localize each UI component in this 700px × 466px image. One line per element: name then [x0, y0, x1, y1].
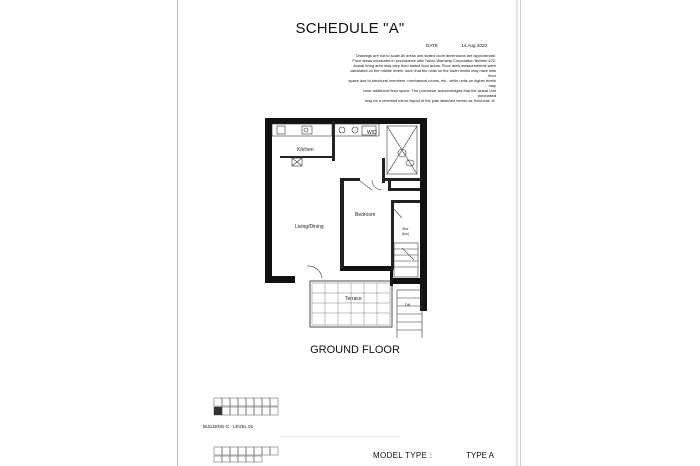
disclaimer-line: Drawings are not to scale All areas and stated room dimensions are approximate. [355, 53, 496, 58]
date-row [426, 43, 509, 48]
key-plan [212, 396, 292, 418]
interior-walls [280, 121, 422, 270]
outer-walls [265, 118, 427, 311]
terrace [310, 281, 392, 327]
building-label: BUILDING G - LEVEL 01 [203, 424, 254, 429]
floor-plan [262, 118, 432, 338]
page-edge-right [516, 0, 518, 466]
bathroom-fixtures [387, 126, 417, 174]
page-edge-right-line [520, 0, 521, 466]
living-label: Living/Dining [295, 224, 324, 230]
disclaimer-text [348, 53, 496, 103]
date-value: 14 Aug 2020 [461, 43, 488, 48]
date-label: DATE [426, 43, 438, 48]
washer-dryer-label: W/D [367, 130, 377, 136]
page-edge-left [177, 0, 178, 466]
disclaimer-line: calculated on the middle levels, such that the units on the lower levels may have less floor [350, 68, 496, 78]
stair-down-label: DN [405, 303, 411, 307]
disclaimer-line: Floor areas measured in accordance with Tarion Warranty Corporation Bulletin #22. [352, 58, 496, 63]
disclaimer-line: space due to structural members, mechanical rooms, etc.; while units on higher levels may [348, 78, 496, 88]
storage-label: Stor [402, 227, 409, 231]
model-type-value: TYPE A [466, 451, 495, 460]
schedule-title: SCHEDULE "A" [295, 20, 405, 37]
model-type-label: MODEL TYPE : [373, 451, 433, 460]
kitchen-label: Kitchen [297, 147, 314, 153]
stair [394, 243, 422, 338]
disclaimer-line: Actual living area may vary from stated floor areas. Floor area measurements were [353, 63, 496, 68]
floor-label: GROUND FLOOR [310, 344, 400, 356]
kitchen-counter [272, 124, 379, 166]
bedroom-label: Bedroom [355, 212, 376, 218]
terrace-label: Terrace [345, 296, 362, 302]
disclaimer-line: may be a reversed mirror layout of the plan attached hereto as Schedule 'A'. [364, 98, 496, 103]
key-plan-lower [212, 445, 292, 463]
storage-sub-label: (bw) [402, 232, 409, 236]
disclaimer-line: have additional floor space. The purchaser acknowledges that the actual Unit purchased [363, 88, 496, 98]
divider [280, 436, 400, 437]
